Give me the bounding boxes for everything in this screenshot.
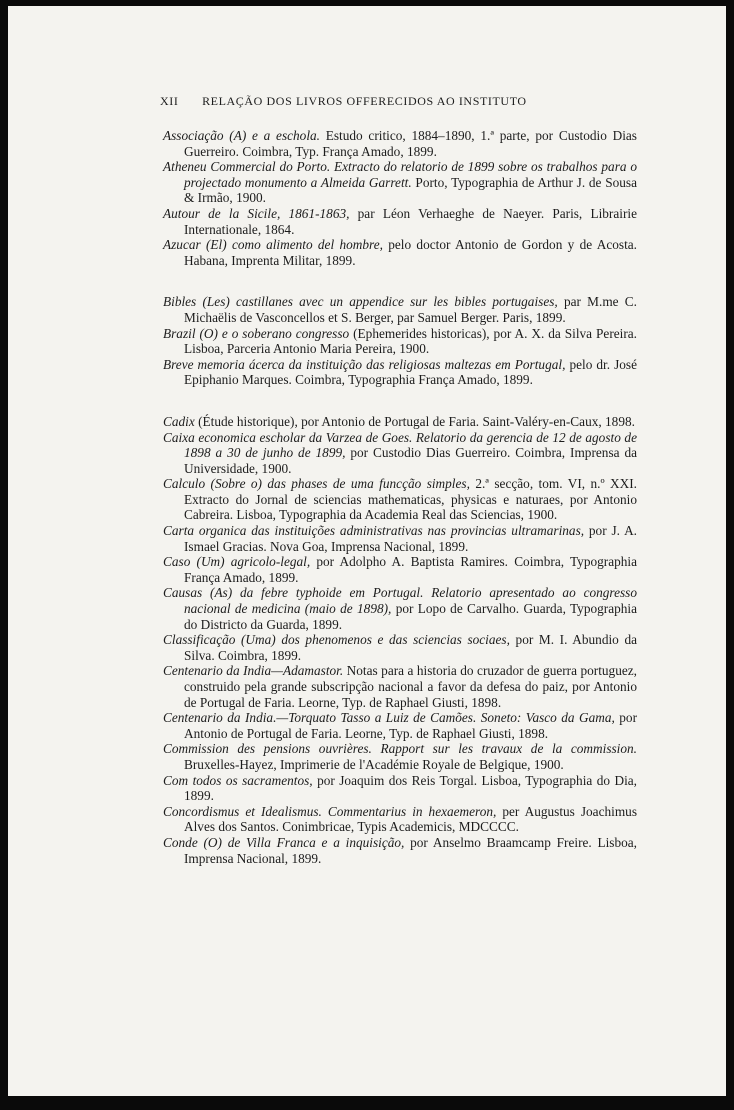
entry-details: por Anselmo Braamcamp Freire. Lisboa, Imprensa Nacional, 1899.	[184, 834, 638, 866]
bibliography-entry	[163, 523, 637, 554]
entry-details: 2.ª secção, tom. VI, n.º XXI. Extracto do Jornal de sciencias mathematicas, physicas e naturaes, por Antonio Cabreira. Lisboa, Typographia da Academia Real das Sciencias, 1900.	[184, 476, 637, 523]
entry-details: par M.me C. Michaëlis de Vasconcellos et S. Berger, par Samuel Berger. Paris, 1899.	[184, 294, 637, 325]
bibliography-entry	[163, 835, 637, 866]
entry-title: Caso (Um) agricolo-legal,	[163, 554, 311, 570]
bibliography-list	[163, 128, 637, 866]
running-header	[160, 94, 527, 109]
entry-details: por M. I. Abundio da Silva. Coimbra, 1899.	[184, 632, 637, 663]
entry-title: Calculo (Sobre o) das phases de uma funcção simples,	[163, 476, 470, 492]
entry-details: por Lopo de Carvalho. Guarda, Typographia do Districto da Guarda, 1899.	[184, 601, 637, 632]
entry-details: Notas para a historia do cruzador de guerra portuguez, construido pela grande subscripção nacional a favor da defesa do paiz, por Antonio de Portugal de Faria. Leorne, Typ. de Raphael Giusti, 1898.	[184, 663, 637, 710]
entry-details: (Étude historique), por Antonio de Portugal de Faria. Saint-Valéry-en-Caux, 1898.	[194, 413, 635, 429]
entry-title: Azucar (El) como alimento del hombre,	[163, 237, 383, 253]
entry-details: por Antonio de Portugal de Faria. Leorne, Typ. de Raphael Giusti, 1898.	[184, 710, 637, 741]
bibliography-entry	[163, 710, 637, 741]
bibliography-entry	[163, 294, 637, 325]
entry-title: Commission des pensions ouvrières. Rapport sur les travaux de la commission.	[163, 741, 637, 757]
entry-title: Caixa economica escholar da Varzea de Goes. Relatorio da gerencia de 12 de agosto de 1898 a 30 de junho de 1899,	[163, 429, 637, 461]
entry-details: per Augustus Joachimus Alves dos Santos. Conimbricae, Typis Academicis, MDCCCC.	[184, 803, 637, 835]
bibliography-entry	[163, 476, 637, 523]
entry-details: par Léon Verhaeghe de Naeyer. Paris, Librairie Internationale, 1864.	[184, 205, 637, 237]
bibliography-entry	[163, 357, 637, 388]
section-gap	[163, 388, 637, 414]
entry-details: por Adolpho A. Baptista Ramires. Coimbra, Typographia França Amado, 1899.	[184, 554, 637, 585]
bibliography-entry	[163, 585, 637, 632]
entry-title: Concordismus et Idealismus. Commentarius in hexaemeron,	[163, 803, 497, 819]
bibliography-entry	[163, 206, 637, 237]
entry-details: Estudo critico, 1884–1890, 1.ª parte, por Custodio Dias Guerreiro. Coimbra, Typ. França Amado, 1899.	[184, 128, 637, 159]
bibliography-entry	[163, 128, 637, 159]
entry-title: Breve memoria ácerca da instituição das religiosas maltezas em Portugal,	[163, 356, 566, 372]
entry-details: (Ephemerides historicas), por A. X. da Silva Pereira. Lisboa, Parceria Antonio Maria Pereira, 1900.	[184, 325, 637, 357]
entry-title: Associação (A) e a eschola.	[163, 128, 320, 143]
bibliography-entry	[163, 554, 637, 585]
entry-details: Bruxelles-Hayez, Imprimerie de l'Académie Royale de Belgique, 1900.	[184, 756, 564, 772]
bibliography-entry	[163, 237, 637, 268]
entry-details: por Joaquim dos Reis Torgal. Lisboa, Typographia do Dia, 1899.	[184, 772, 637, 804]
bibliography-entry	[163, 414, 637, 430]
entry-details: pelo dr. José Epiphanio Marques. Coimbra, Typographia França Amado, 1899.	[184, 356, 638, 388]
running-title: RELAÇÃO DOS LIVROS OFFERECIDOS AO INSTITUTO	[202, 94, 527, 108]
entry-details: pelo doctor Antonio de Gordon y de Acosta. Habana, Imprenta Militar, 1899.	[184, 237, 637, 268]
bibliography-entry	[163, 326, 637, 357]
bibliography-entry	[163, 804, 637, 835]
entry-title: Conde (O) de Villa Franca e a inquisição,	[163, 834, 405, 850]
entry-details: por Custodio Dias Guerreiro. Coimbra, Imprensa da Universidade, 1900.	[184, 445, 637, 476]
entry-title: Cadix	[163, 413, 195, 429]
bibliography-entry	[163, 741, 637, 772]
entry-title: Carta organica das instituições administrativas nas provincias ultramarinas,	[163, 523, 585, 539]
bibliography-entry	[163, 430, 637, 477]
bibliography-entry	[163, 632, 637, 663]
entry-title: Centenario da India.—Torquato Tasso a Luiz de Camões. Soneto: Vasco da Gama,	[163, 710, 615, 726]
entry-title: Atheneu Commercial do Porto. Extracto do relatorio de 1899 sobre os trabalhos para o projectado monumento a Almeida Garrett.	[163, 159, 637, 190]
entry-title: Bibles (Les) castillanes avec un appendice sur les bibles portugaises,	[163, 294, 558, 310]
bibliography-entry	[163, 773, 637, 804]
bibliography-entry	[163, 159, 637, 206]
entry-title: Causas (As) da febre typhoide em Portugal. Relatorio apresentado ao congresso nacional de medicina (maio de 1898),	[163, 585, 637, 617]
entry-title: Autour de la Sicile, 1861-1863,	[163, 205, 350, 221]
section-gap	[163, 268, 637, 294]
entry-title: Brazil (O) e o soberano congresso	[163, 325, 350, 341]
entry-details: por J. A. Ismael Gracias. Nova Goa, Imprensa Nacional, 1899.	[184, 523, 638, 554]
page-number: XII	[160, 94, 179, 108]
entry-title: Com todos os sacramentos,	[163, 772, 313, 788]
entry-details: Porto, Typographia de Arthur J. de Sousa & Irmão, 1900.	[184, 174, 637, 206]
entry-title: Centenario da India—Adamastor.	[163, 663, 344, 679]
entry-title: Classificação (Uma) dos phenomenos e das sciencias sociaes,	[163, 632, 510, 648]
bibliography-entry	[163, 663, 637, 710]
book-page	[8, 6, 726, 1096]
